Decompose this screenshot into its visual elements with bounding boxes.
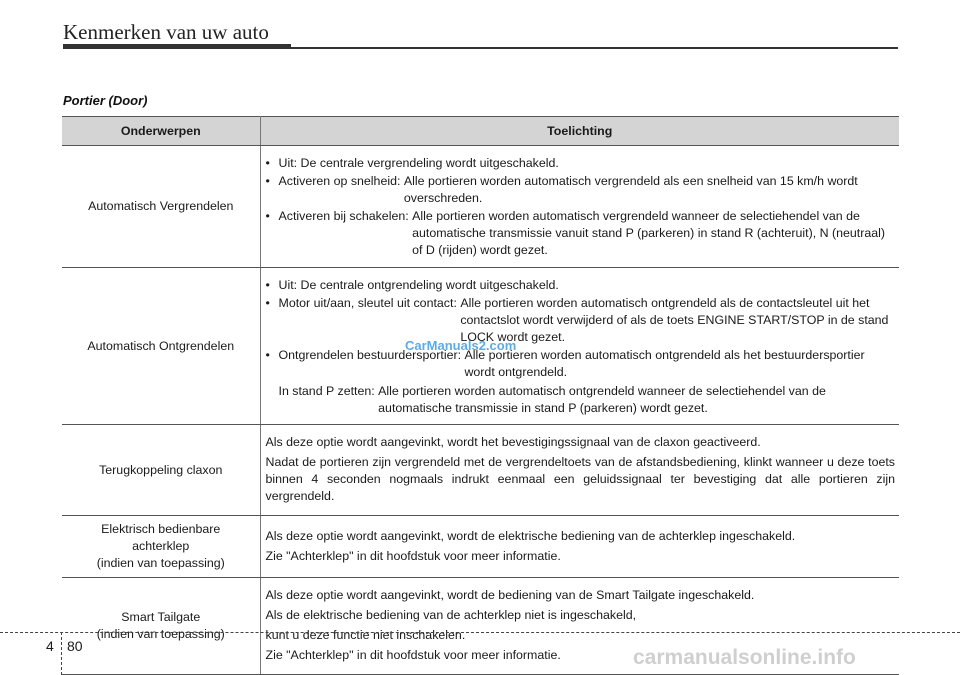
option-term: Uit: bbox=[278, 156, 301, 170]
settings-table bbox=[62, 116, 899, 675]
list-item bbox=[266, 277, 896, 294]
explanation-cell bbox=[260, 425, 899, 516]
option-description: Alle portieren worden automatisch ontgrendeld als het bestuurdersportier wordt ontgrendeld. bbox=[464, 348, 865, 379]
option-description: Alle portieren worden automatisch ontgrendeld wanneer de selectiehendel van de automatische transmissie in stand P (parkeren) wordt gezet. bbox=[378, 384, 826, 415]
watermark-corner: carmanualsonline.info bbox=[633, 646, 856, 669]
column-header-topics: Onderwerpen bbox=[62, 117, 260, 146]
paragraph: Als deze optie wordt aangevinkt, wordt de bediening van de Smart Tailgate ingeschakeld. bbox=[265, 588, 755, 602]
chapter-number: 4 bbox=[46, 638, 54, 654]
bullet-dot: • bbox=[265, 296, 270, 310]
option-description: De centrale vergrendeling wordt uitgeschakeld. bbox=[300, 156, 559, 170]
option-term: Uit: bbox=[278, 278, 301, 292]
explanation-cell bbox=[260, 516, 899, 578]
option-term: Motor uit/aan, sleutel uit contact: bbox=[278, 296, 461, 310]
column-header-explanation: Toelichting bbox=[260, 117, 899, 146]
paragraph: Als de elektrische bediening van de achterklep niet is ingeschakeld, bbox=[265, 608, 637, 622]
option-term: In stand P zetten: bbox=[278, 384, 379, 398]
page-number: 80 bbox=[67, 638, 83, 654]
topic-cell bbox=[62, 578, 260, 675]
option-term: Activeren op snelheid: bbox=[278, 174, 404, 188]
paragraph: Als deze optie wordt aangevinkt, wordt het bevestigingssignaal van de claxon geactiveerd. bbox=[265, 435, 761, 449]
topic-line: Elektrisch bedienbare bbox=[101, 522, 221, 536]
explanation-cell bbox=[260, 268, 899, 425]
list-item bbox=[266, 295, 896, 346]
paragraph: Nadat de portieren zijn vergrendeld met de vergrendeltoets van de afstandsbediening, klinkt wanneer u deze toets binnen 4 seconden nogmaals indrukt eenmaal een geluidssignaal ter bevestiging dat alle portieren zijn vergrendeld. bbox=[265, 455, 895, 503]
list-item bbox=[266, 208, 896, 259]
topic-cell bbox=[62, 516, 260, 578]
footer-vertical-dashed-rule bbox=[61, 632, 62, 675]
header-accent-bar bbox=[63, 44, 291, 49]
topic-cell: Automatisch Vergrendelen bbox=[62, 146, 260, 268]
option-description: Alle portieren worden automatisch vergrendeld als een snelheid van 15 km/h wordt overschreden. bbox=[403, 174, 858, 205]
list-item bbox=[266, 347, 896, 381]
option-term: Activeren bij schakelen: bbox=[278, 209, 413, 223]
page-header-title: Kenmerken van uw auto bbox=[63, 20, 269, 44]
topic-cell: Terugkoppeling claxon bbox=[62, 425, 260, 516]
option-description: Alle portieren worden automatisch ontgrendeld als de contactsleutel uit het contactslot wordt verwijderd of als de toets ENGINE START/STOP in de stand LOCK wordt gezet. bbox=[460, 296, 889, 344]
paragraph: Zie "Achterklep" in dit hoofdstuk voor meer informatie. bbox=[265, 648, 561, 662]
watermark-inline: CarManuals2.com bbox=[405, 338, 517, 353]
topic-line: achterklep bbox=[132, 539, 190, 553]
bullet-dot: • bbox=[265, 278, 270, 292]
bullet-dot: • bbox=[265, 156, 270, 170]
option-description: Alle portieren worden automatisch vergrendeld wanneer de selectiehendel van de automatische transmissie vanuit stand P (parkeren) in stand R (achteruit), N (neutraal) of D (rijden) wordt gezet. bbox=[412, 209, 886, 257]
section-title: Portier (Door) bbox=[63, 93, 148, 108]
table-row bbox=[62, 146, 899, 268]
list-item bbox=[266, 173, 896, 207]
bullet-dot: • bbox=[265, 348, 270, 362]
table-row bbox=[62, 516, 899, 578]
footer-dashed-rule bbox=[0, 632, 960, 633]
list-item bbox=[266, 155, 896, 172]
topic-line: (indien van toepassing) bbox=[96, 556, 225, 570]
topic-line: (indien van toepassing) bbox=[96, 627, 225, 641]
list-item bbox=[266, 383, 896, 417]
option-term: Ontgrendelen bestuurdersportier: bbox=[278, 348, 465, 362]
explanation-cell bbox=[260, 146, 899, 268]
paragraph: Zie "Achterklep" in dit hoofdstuk voor meer informatie. bbox=[265, 548, 561, 563]
topic-line: Smart Tailgate bbox=[121, 610, 201, 624]
option-description: De centrale ontgrendeling wordt uitgeschakeld. bbox=[300, 278, 559, 292]
bullet-dot: • bbox=[265, 174, 270, 188]
table-header-row bbox=[62, 117, 899, 146]
header-rule bbox=[291, 47, 898, 49]
table-row bbox=[62, 425, 899, 516]
bullet-dot: • bbox=[265, 209, 270, 223]
paragraph: kunt u deze functie niet inschakelen. bbox=[265, 628, 466, 642]
topic-cell: Automatisch Ontgrendelen bbox=[62, 268, 260, 425]
paragraph: Als deze optie wordt aangevinkt, wordt de elektrische bediening van de achterklep ingeschakeld. bbox=[265, 528, 796, 543]
